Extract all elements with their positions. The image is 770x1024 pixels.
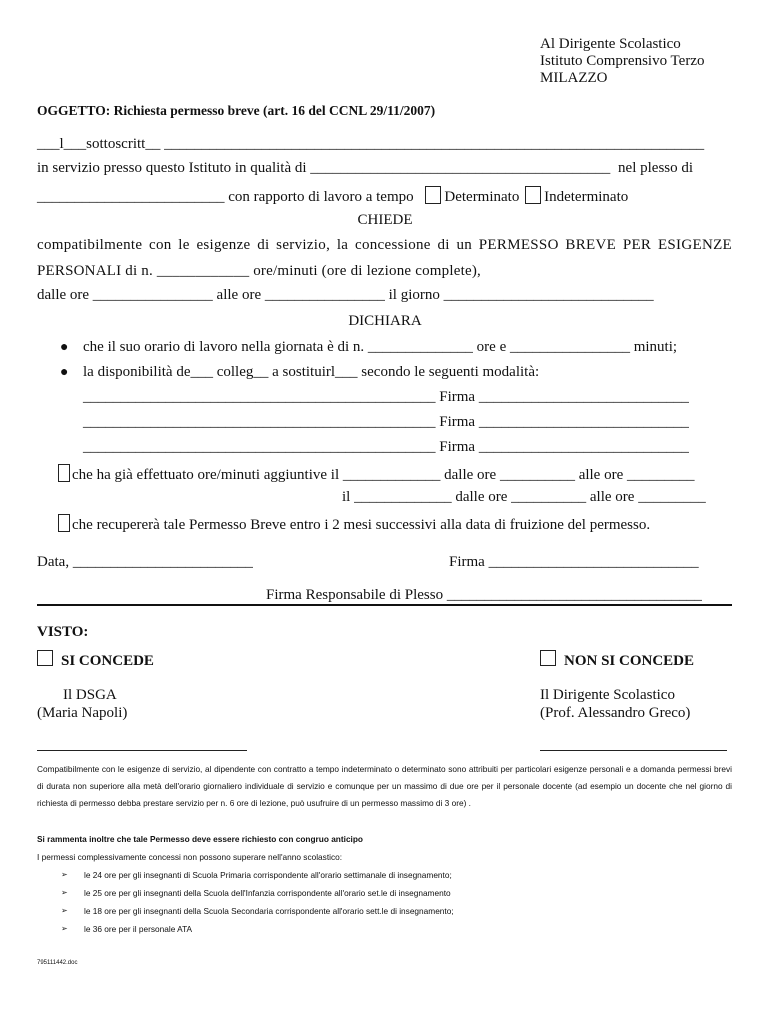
recupero-line (58, 514, 650, 534)
si-concede-checkbox[interactable] (37, 650, 53, 666)
arrow-bullet-icon: ➢ (61, 870, 68, 879)
recipient-line-3: MILAZZO (540, 70, 608, 86)
arrow-bullet-icon: ➢ (61, 924, 68, 933)
qualifica-field[interactable]: ________________________________________ (310, 160, 611, 176)
oggetto-heading: OGGETTO: Richiesta permesso breve (art. 16 del CCNL 29/11/2007) (37, 103, 436, 118)
notes-item: le 36 ore per il personale ATA (84, 924, 193, 934)
bullet-icon: ● (60, 340, 69, 355)
indeterminato-checkbox[interactable] (525, 186, 541, 204)
request-paragraph: compatibilmente con le esigenze di servizio, la concessione di un PERMESSO BREVE PER ESIGENZE (37, 237, 732, 253)
chiede-heading: CHIEDE (357, 212, 413, 228)
recupero-checkbox[interactable] (58, 514, 70, 532)
orario-fields[interactable]: dalle ore ________________ alle ore ________________ il giorno ____________________________ (37, 287, 654, 303)
recipient-line-1: Al Dirigente Scolastico (540, 36, 681, 52)
footer-filename: 795111442.doc (37, 960, 78, 966)
firma-richiedente-field[interactable]: Firma ____________________________ (449, 554, 699, 570)
bullet-icon: ● (60, 365, 69, 380)
notes-item: le 18 ore per gli insegnanti della Scuola Secondaria corrispondente all'orario sett.le di insegnamento; (84, 906, 454, 916)
arrow-bullet-icon: ➢ (61, 906, 68, 915)
ore-aggiuntive-field[interactable]: che ha già effettuato ore/minuti aggiuntive il _____________ dalle ore __________ alle ore _________ (72, 467, 695, 483)
plesso-label: nel plesso di (618, 160, 694, 176)
firma-collega-row-1[interactable]: _______________________________________________ Firma ____________________________ (83, 389, 689, 405)
rapporto-label: con rapporto di lavoro a tempo (228, 189, 414, 205)
qualifica-line (37, 160, 693, 177)
data-field[interactable]: Data, ________________________ (37, 554, 253, 570)
disponibilita-text: la disponibilità de___ colleg__ a sostituirl___ secondo le seguenti modalità: (83, 364, 540, 380)
ore-aggiuntive-line (58, 464, 695, 484)
request-ore-field[interactable]: PERSONALI di n. ____________ ore/minuti (ore di lezione complete), (37, 263, 481, 279)
notes-paragraph: Compatibilmente con le esigenze di servizio, al dipendente con contratto a tempo indeterminato o determinato sono attribuiti per particolari esigenze personali e a domanda permessi brevi di durata non superiore alla metà dell'orario giornaliero individuale di servizio e comunque per un massimo di due ore per il personale docente (ad esempio un docente che nel giorno di richiesta di permesso debba prestare servizio per n. 6 ore di lezione, può usufruire di un permesso massimo di 3 ore) . (37, 764, 732, 808)
qualifica-label: in servizio presso questo Istituto in qualità di (37, 160, 307, 176)
si-concede-option[interactable] (37, 650, 154, 670)
determinato-label: Determinato (444, 189, 520, 205)
plesso-field[interactable]: _________________________ (37, 189, 225, 205)
recipient-line-2: Istituto Comprensivo Terzo (540, 53, 705, 69)
notes-intro: I permessi complessivamente concessi non possono superare nell'anno scolastico: (37, 852, 343, 862)
visto-heading: VISTO: (37, 624, 89, 640)
notes-item: le 24 ore per gli insegnanti di Scuola Primaria corrispondente all'orario settimanale di insegnamento; (84, 870, 452, 880)
ore-aggiuntive-field-2[interactable]: il _____________ dalle ore __________ alle ore _________ (342, 489, 706, 505)
orario-lavoro-field[interactable]: che il suo orario di lavoro nella giornata è di n. ______________ ore e ________________ minuti; (83, 339, 678, 355)
arrow-bullet-icon: ➢ (61, 888, 68, 897)
firma-collega-row-2[interactable]: _______________________________________________ Firma ____________________________ (83, 414, 689, 430)
notes-item: le 25 ore per gli insegnanti della Scuola dell'Infanzia corrispondente all'orario set.le di insegnamento (84, 888, 451, 898)
recipient-address (540, 36, 705, 87)
firma-collega-row-3[interactable]: _______________________________________________ Firma ____________________________ (83, 439, 689, 455)
dichiara-heading: DICHIARA (348, 313, 422, 329)
ds-role: Il Dirigente Scolastico (540, 687, 675, 703)
non-si-concede-option[interactable] (540, 650, 694, 670)
dsga-name: (Maria Napoli) (37, 705, 128, 721)
dsga-signature-line[interactable] (37, 750, 247, 751)
determinato-checkbox[interactable] (425, 186, 441, 204)
ds-name: (Prof. Alessandro Greco) (540, 705, 691, 721)
non-si-concede-label: NON SI CONCEDE (564, 653, 695, 669)
dsga-role: Il DSGA (63, 687, 117, 703)
sottoscritto-field[interactable]: ___l___sottoscritt__ ________________________________________________________________________ (37, 136, 705, 152)
recupero-text: che recupererà tale Permesso Breve entro i 2 mesi successivi alla data di fruizione del permesso. (72, 517, 651, 533)
ds-signature-line[interactable] (540, 750, 727, 751)
si-concede-label: SI CONCEDE (61, 653, 154, 669)
rapporto-line (37, 186, 628, 206)
ore-aggiuntive-checkbox[interactable] (58, 464, 70, 482)
section-divider (37, 604, 732, 606)
indeterminato-label: Indeterminato (544, 189, 629, 205)
non-si-concede-checkbox[interactable] (540, 650, 556, 666)
firma-responsabile-field[interactable]: Firma Responsabile di Plesso __________________________________ (266, 587, 702, 603)
notes-reminder: Si rammenta inoltre che tale Permesso deve essere richiesto con congruo anticipo (37, 834, 363, 844)
